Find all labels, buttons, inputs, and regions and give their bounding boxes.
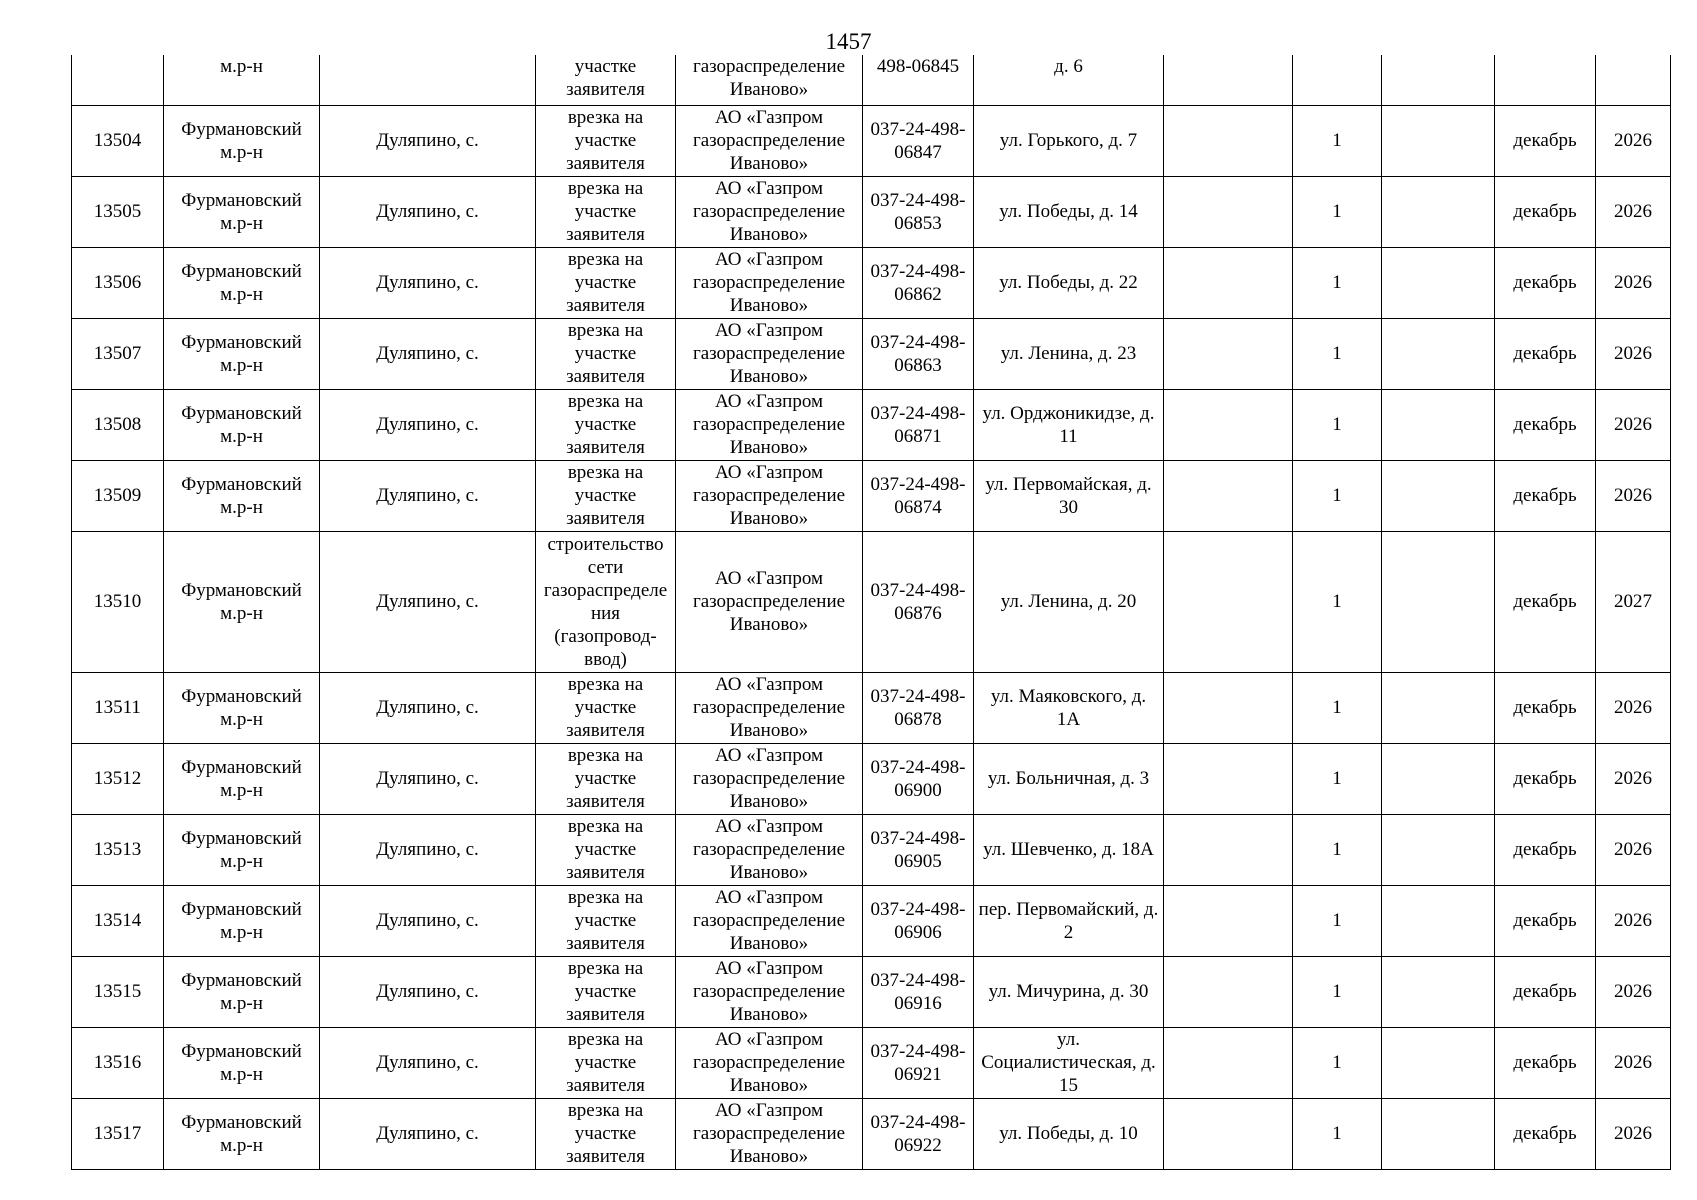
district-cell: Фурмановский м.р-н <box>164 389 320 460</box>
address-cell: ул. Шевченко, д. 18А <box>974 814 1164 885</box>
settlement-cell: Дуляпино, с. <box>320 318 536 389</box>
quantity-cell: 1 <box>1293 885 1382 956</box>
month-cell: декабрь <box>1495 389 1596 460</box>
quantity-cell: 1 <box>1293 247 1382 318</box>
work-type-cell: врезка на участке заявителя <box>536 176 676 247</box>
application-code-cell: 037-24-498-06862 <box>863 247 974 318</box>
month-cell: декабрь <box>1495 956 1596 1027</box>
settlement-cell: Дуляпино, с. <box>320 885 536 956</box>
settlement-cell: Дуляпино, с. <box>320 1027 536 1098</box>
application-code-cell: 037-24-498-06921 <box>863 1027 974 1098</box>
year-cell: 2026 <box>1596 1027 1671 1098</box>
settlement-cell: Дуляпино, с. <box>320 814 536 885</box>
quantity-cell: 1 <box>1293 672 1382 743</box>
empty-cell <box>1164 885 1293 956</box>
year-cell: 2026 <box>1596 1098 1671 1169</box>
work-type-cell: врезка на участке заявителя <box>536 389 676 460</box>
application-code-cell: 498-06845 <box>863 55 974 105</box>
empty-cell <box>1164 460 1293 531</box>
quantity-cell: 1 <box>1293 743 1382 814</box>
organization-cell: газораспределение Иваново» <box>676 55 863 105</box>
application-code-cell: 037-24-498-06900 <box>863 743 974 814</box>
month-cell: декабрь <box>1495 176 1596 247</box>
address-cell: ул. Победы, д. 22 <box>974 247 1164 318</box>
address-cell: ул. Первомайская, д. 30 <box>974 460 1164 531</box>
table-row <box>72 672 1671 743</box>
application-code-cell: 037-24-498-06874 <box>863 460 974 531</box>
work-type-cell: врезка на участке заявителя <box>536 885 676 956</box>
application-code-cell: 037-24-498-06853 <box>863 176 974 247</box>
district-cell: Фурмановский м.р-н <box>164 105 320 176</box>
quantity-cell: 1 <box>1293 1027 1382 1098</box>
work-type-cell: строительство сети газораспределения (газопровод-ввод) <box>536 531 676 672</box>
table-row <box>72 176 1671 247</box>
application-code-cell: 037-24-498-06905 <box>863 814 974 885</box>
table-body <box>72 55 1671 1169</box>
organization-cell: АО «Газпром газораспределение Иваново» <box>676 956 863 1027</box>
month-cell: декабрь <box>1495 672 1596 743</box>
month-cell: декабрь <box>1495 318 1596 389</box>
empty-cell <box>1382 743 1495 814</box>
empty-cell <box>1164 814 1293 885</box>
month-cell: декабрь <box>1495 885 1596 956</box>
district-cell: Фурмановский м.р-н <box>164 531 320 672</box>
work-type-cell: врезка на участке заявителя <box>536 105 676 176</box>
work-type-cell: врезка на участке заявителя <box>536 956 676 1027</box>
address-cell: ул. Больничная, д. 3 <box>974 743 1164 814</box>
settlement-cell: Дуляпино, с. <box>320 176 536 247</box>
row-number-cell: 13509 <box>72 460 164 531</box>
table-row <box>72 318 1671 389</box>
application-code-cell: 037-24-498-06847 <box>863 105 974 176</box>
application-code-cell: 037-24-498-06878 <box>863 672 974 743</box>
row-number-cell: 13517 <box>72 1098 164 1169</box>
organization-cell: АО «Газпром газораспределение Иваново» <box>676 105 863 176</box>
address-cell: ул. Победы, д. 10 <box>974 1098 1164 1169</box>
settlement-cell: Дуляпино, с. <box>320 105 536 176</box>
empty-cell <box>1382 885 1495 956</box>
application-code-cell: 037-24-498-06876 <box>863 531 974 672</box>
organization-cell: АО «Газпром газораспределение Иваново» <box>676 389 863 460</box>
row-number-cell: 13516 <box>72 1027 164 1098</box>
settlement-cell: Дуляпино, с. <box>320 672 536 743</box>
year-cell <box>1596 55 1671 105</box>
quantity-cell: 1 <box>1293 389 1382 460</box>
table-row <box>72 55 1671 105</box>
address-cell: ул. Мичурина, д. 30 <box>974 956 1164 1027</box>
empty-cell <box>1164 318 1293 389</box>
empty-cell <box>1164 389 1293 460</box>
empty-cell <box>1382 1098 1495 1169</box>
table-row <box>72 105 1671 176</box>
empty-cell <box>1382 176 1495 247</box>
quantity-cell: 1 <box>1293 460 1382 531</box>
month-cell: декабрь <box>1495 743 1596 814</box>
row-number-cell: 13511 <box>72 672 164 743</box>
table-row <box>72 247 1671 318</box>
district-cell: Фурмановский м.р-н <box>164 672 320 743</box>
year-cell: 2026 <box>1596 318 1671 389</box>
row-number-cell: 13506 <box>72 247 164 318</box>
year-cell: 2026 <box>1596 176 1671 247</box>
row-number-cell <box>72 55 164 105</box>
empty-cell <box>1382 460 1495 531</box>
quantity-cell: 1 <box>1293 318 1382 389</box>
work-type-cell: врезка на участке заявителя <box>536 318 676 389</box>
application-code-cell: 037-24-498-06916 <box>863 956 974 1027</box>
address-cell: ул. Победы, д. 14 <box>974 176 1164 247</box>
work-type-cell: врезка на участке заявителя <box>536 672 676 743</box>
quantity-cell: 1 <box>1293 814 1382 885</box>
month-cell: декабрь <box>1495 1027 1596 1098</box>
empty-cell <box>1382 814 1495 885</box>
district-cell: Фурмановский м.р-н <box>164 956 320 1027</box>
empty-cell <box>1164 176 1293 247</box>
district-cell: Фурмановский м.р-н <box>164 1098 320 1169</box>
empty-cell <box>1164 956 1293 1027</box>
organization-cell: АО «Газпром газораспределение Иваново» <box>676 672 863 743</box>
row-number-cell: 13507 <box>72 318 164 389</box>
organization-cell: АО «Газпром газораспределение Иваново» <box>676 176 863 247</box>
table-row <box>72 1098 1671 1169</box>
empty-cell <box>1382 531 1495 672</box>
empty-cell <box>1164 55 1293 105</box>
year-cell: 2026 <box>1596 460 1671 531</box>
year-cell: 2026 <box>1596 814 1671 885</box>
empty-cell <box>1382 672 1495 743</box>
address-cell: ул. Ленина, д. 20 <box>974 531 1164 672</box>
work-type-cell: врезка на участке заявителя <box>536 247 676 318</box>
application-code-cell: 037-24-498-06906 <box>863 885 974 956</box>
empty-cell <box>1164 105 1293 176</box>
work-type-cell: врезка на участке заявителя <box>536 814 676 885</box>
row-number-cell: 13505 <box>72 176 164 247</box>
address-cell: ул. Горького, д. 7 <box>974 105 1164 176</box>
address-cell: ул. Маяковского, д. 1А <box>974 672 1164 743</box>
work-type-cell: врезка на участке заявителя <box>536 1027 676 1098</box>
organization-cell: АО «Газпром газораспределение Иваново» <box>676 1098 863 1169</box>
address-cell: ул. Орджоникидзе, д. 11 <box>974 389 1164 460</box>
year-cell: 2026 <box>1596 956 1671 1027</box>
settlement-cell: Дуляпино, с. <box>320 743 536 814</box>
quantity-cell: 1 <box>1293 531 1382 672</box>
year-cell: 2026 <box>1596 672 1671 743</box>
table-row <box>72 460 1671 531</box>
row-number-cell: 13514 <box>72 885 164 956</box>
settlement-cell: Дуляпино, с. <box>320 460 536 531</box>
year-cell: 2026 <box>1596 105 1671 176</box>
empty-cell <box>1382 1027 1495 1098</box>
empty-cell <box>1382 956 1495 1027</box>
application-code-cell: 037-24-498-06863 <box>863 318 974 389</box>
empty-cell <box>1164 247 1293 318</box>
quantity-cell: 1 <box>1293 956 1382 1027</box>
district-cell: Фурмановский м.р-н <box>164 247 320 318</box>
table-row <box>72 814 1671 885</box>
settlement-cell: Дуляпино, с. <box>320 389 536 460</box>
quantity-cell <box>1293 55 1382 105</box>
month-cell: декабрь <box>1495 814 1596 885</box>
work-type-cell: участке заявителя <box>536 55 676 105</box>
settlement-cell: Дуляпино, с. <box>320 1098 536 1169</box>
table-row <box>72 531 1671 672</box>
year-cell: 2026 <box>1596 743 1671 814</box>
table-row <box>72 743 1671 814</box>
settlement-cell: Дуляпино, с. <box>320 531 536 672</box>
year-cell: 2026 <box>1596 247 1671 318</box>
quantity-cell: 1 <box>1293 1098 1382 1169</box>
district-cell: Фурмановский м.р-н <box>164 1027 320 1098</box>
empty-cell <box>1382 318 1495 389</box>
settlement-cell: Дуляпино, с. <box>320 956 536 1027</box>
organization-cell: АО «Газпром газораспределение Иваново» <box>676 531 863 672</box>
table-row <box>72 389 1671 460</box>
organization-cell: АО «Газпром газораспределение Иваново» <box>676 318 863 389</box>
work-type-cell: врезка на участке заявителя <box>536 1098 676 1169</box>
empty-cell <box>1382 105 1495 176</box>
row-number-cell: 13510 <box>72 531 164 672</box>
empty-cell <box>1164 672 1293 743</box>
quantity-cell: 1 <box>1293 105 1382 176</box>
address-cell: ул. Ленина, д. 23 <box>974 318 1164 389</box>
district-cell: Фурмановский м.р-н <box>164 176 320 247</box>
row-number-cell: 13504 <box>72 105 164 176</box>
settlement-cell: Дуляпино, с. <box>320 247 536 318</box>
row-number-cell: 13508 <box>72 389 164 460</box>
month-cell: декабрь <box>1495 247 1596 318</box>
row-number-cell: 13515 <box>72 956 164 1027</box>
organization-cell: АО «Газпром газораспределение Иваново» <box>676 247 863 318</box>
empty-cell <box>1382 247 1495 318</box>
application-code-cell: 037-24-498-06922 <box>863 1098 974 1169</box>
work-type-cell: врезка на участке заявителя <box>536 743 676 814</box>
district-cell: Фурмановский м.р-н <box>164 814 320 885</box>
month-cell: декабрь <box>1495 105 1596 176</box>
organization-cell: АО «Газпром газораспределение Иваново» <box>676 814 863 885</box>
empty-cell <box>1164 743 1293 814</box>
quantity-cell: 1 <box>1293 176 1382 247</box>
table-row <box>72 956 1671 1027</box>
organization-cell: АО «Газпром газораспределение Иваново» <box>676 460 863 531</box>
address-cell: д. 6 <box>974 55 1164 105</box>
empty-cell <box>1164 1027 1293 1098</box>
organization-cell: АО «Газпром газораспределение Иваново» <box>676 1027 863 1098</box>
month-cell <box>1495 55 1596 105</box>
organization-cell: АО «Газпром газораспределение Иваново» <box>676 885 863 956</box>
year-cell: 2026 <box>1596 389 1671 460</box>
empty-cell <box>1382 55 1495 105</box>
application-code-cell: 037-24-498-06871 <box>863 389 974 460</box>
month-cell: декабрь <box>1495 460 1596 531</box>
gas-connection-table <box>71 55 1671 1170</box>
table-row <box>72 885 1671 956</box>
empty-cell <box>1164 1098 1293 1169</box>
page-number: 1457 <box>825 29 872 54</box>
empty-cell <box>1382 389 1495 460</box>
month-cell: декабрь <box>1495 531 1596 672</box>
row-number-cell: 13513 <box>72 814 164 885</box>
district-cell: Фурмановский м.р-н <box>164 318 320 389</box>
district-cell: Фурмановский м.р-н <box>164 743 320 814</box>
settlement-cell <box>320 55 536 105</box>
district-cell: м.р-н <box>164 55 320 105</box>
empty-cell <box>1164 531 1293 672</box>
organization-cell: АО «Газпром газораспределение Иваново» <box>676 743 863 814</box>
month-cell: декабрь <box>1495 1098 1596 1169</box>
table-row <box>72 1027 1671 1098</box>
address-cell: пер. Первомайский, д. 2 <box>974 885 1164 956</box>
address-cell: ул. Социалистическая, д. 15 <box>974 1027 1164 1098</box>
district-cell: Фурмановский м.р-н <box>164 885 320 956</box>
district-cell: Фурмановский м.р-н <box>164 460 320 531</box>
row-number-cell: 13512 <box>72 743 164 814</box>
year-cell: 2026 <box>1596 885 1671 956</box>
work-type-cell: врезка на участке заявителя <box>536 460 676 531</box>
year-cell: 2027 <box>1596 531 1671 672</box>
